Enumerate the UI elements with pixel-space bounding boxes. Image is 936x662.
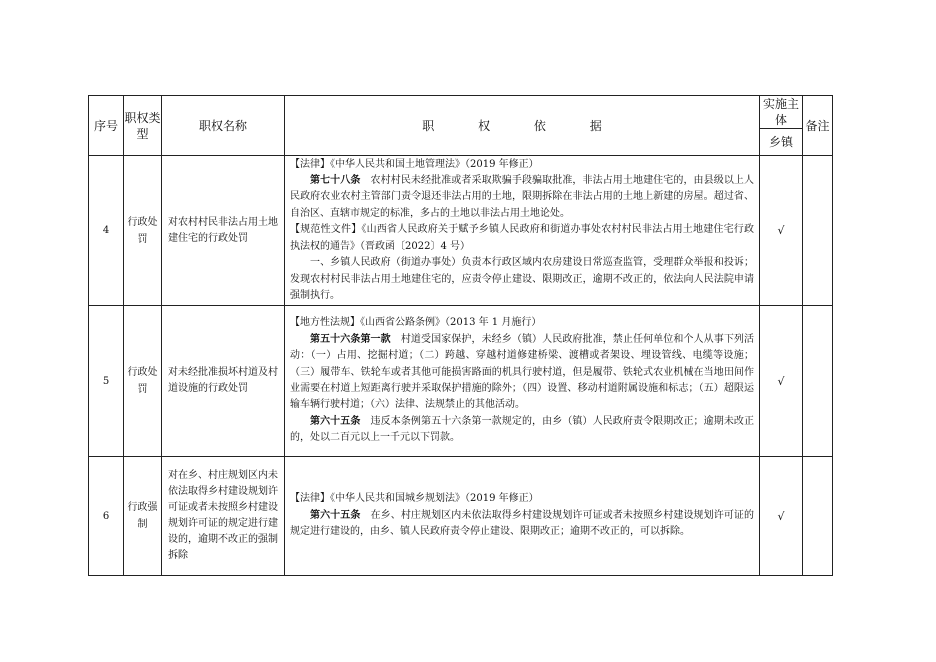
township-check-mark: √: [760, 156, 803, 306]
basis-article: [290, 508, 754, 541]
row-seq: 4: [89, 156, 124, 306]
header-seq: 序号: [89, 96, 124, 156]
article-text: 在乡、村庄规划区内未依法取得乡村建设规划许可证或者未按照乡村建设规划许可证的规定进行建设的，由乡、镇人民政府责令停止建设、限期改正；逾期不改正的，可以拆除。: [290, 509, 755, 538]
row-name: 对未经批准损坏村道及村道设施的行政处罚: [162, 306, 285, 457]
row-remark: [803, 156, 833, 306]
township-check-mark: √: [760, 306, 803, 457]
row-remark: [803, 457, 833, 576]
row-basis: [285, 156, 760, 306]
basis-article: [290, 173, 754, 222]
header-remark: 备注: [803, 96, 833, 156]
header-row: [89, 96, 833, 129]
row-seq: 6: [89, 457, 124, 576]
table-row: [89, 156, 833, 306]
authority-table: [88, 95, 833, 576]
row-seq: 5: [89, 306, 124, 457]
row-remark: [803, 306, 833, 457]
row-name: 对农村村民非法占用土地建住宅的行政处罚: [162, 156, 285, 306]
row-basis: [285, 457, 760, 576]
article-text: 违反本条例第五十六条第一款规定的，由乡（镇）人民政府责令限期改正；逾期未改正的，处以二百元以上一千元以下罚款。: [290, 415, 755, 444]
article-number: 第六十五条: [310, 415, 361, 427]
header-subject: 实施主体: [760, 96, 803, 129]
table-row: [89, 457, 833, 576]
basis-source: 【法律】《中华人民共和国土地管理法》（2019 年修正）: [290, 158, 539, 170]
basis-source: 【规范性文件】《山西省人民政府关于赋予乡镇人民政府和街道办事处农村村民非法占用土地建住宅行政执法权的通告》（晋政函〔2022〕4 号）: [290, 224, 754, 252]
article-text: 农村村民未经批准或者采取欺骗手段骗取批准，非法占用土地建住宅的，由县级以上人民政府农业农村主管部门责令退还非法占用的土地，限期拆除在非法占用的土地上新建的房屋。超过省、自治区、直辖市规定的标准，多占的土地以非法占用土地论处。: [290, 175, 755, 219]
header-subject-township: 乡镇: [760, 129, 803, 156]
row-basis: [285, 306, 760, 457]
row-type: 行政处罚: [124, 306, 162, 457]
article-number: 第五十六条第一款: [310, 333, 391, 345]
basis-article: 一、乡镇人民政府（街道办事处）负责本行政区域内农房建设日常巡查监管，受理群众举报和投诉；发现农村村民非法占用土地建住宅的，应责令停止建设、限期改正，逾期不改正的，依法向人民法院申请强制执行。: [290, 257, 754, 301]
row-type: 行政强制: [124, 457, 162, 576]
row-name: 对在乡、村庄规划区内未依法取得乡村建设规划许可证或者未按照乡村建设规划许可证的规定进行建设的，逾期不改正的强制拆除: [162, 457, 285, 576]
basis-article: [290, 414, 754, 447]
basis-source: 【地方性法规】《山西省公路条例》（2013 年 1 月施行）: [290, 317, 542, 329]
table-row: [89, 306, 833, 457]
article-text: 村道受国家保护，未经乡（镇）人民政府批准，禁止任何单位和个人从事下列活动：（一）占用、挖掘村道；（二）跨越、穿越村道修建桥梁、渡槽或者架设、埋设管线、电缆等设施；（三）履带车、铁轮车或者其他可能损害路面的机具行驶村道，但是履带、铁轮式农业机械在当地田间作业需要在村道上短距离行驶并采取保护措施的除外；（四）设置、移动村道附属设施和标志；（五）超限运输车辆行驶村道；（六）法律、法规禁止的其他活动。: [290, 333, 755, 411]
article-number: 第六十五条: [310, 509, 361, 521]
township-check-mark: √: [760, 457, 803, 576]
header-type: 职权类型: [124, 96, 162, 156]
article-number: 第七十八条: [310, 175, 361, 187]
row-type: 行政处罚: [124, 156, 162, 306]
authority-table-page: [88, 95, 832, 576]
basis-article: [290, 332, 754, 414]
basis-source: 【法律】《中华人民共和国城乡规划法》（2019 年修正）: [290, 493, 539, 505]
header-name: 职权名称: [162, 96, 285, 156]
header-basis: 职 权 依 据: [285, 96, 760, 156]
